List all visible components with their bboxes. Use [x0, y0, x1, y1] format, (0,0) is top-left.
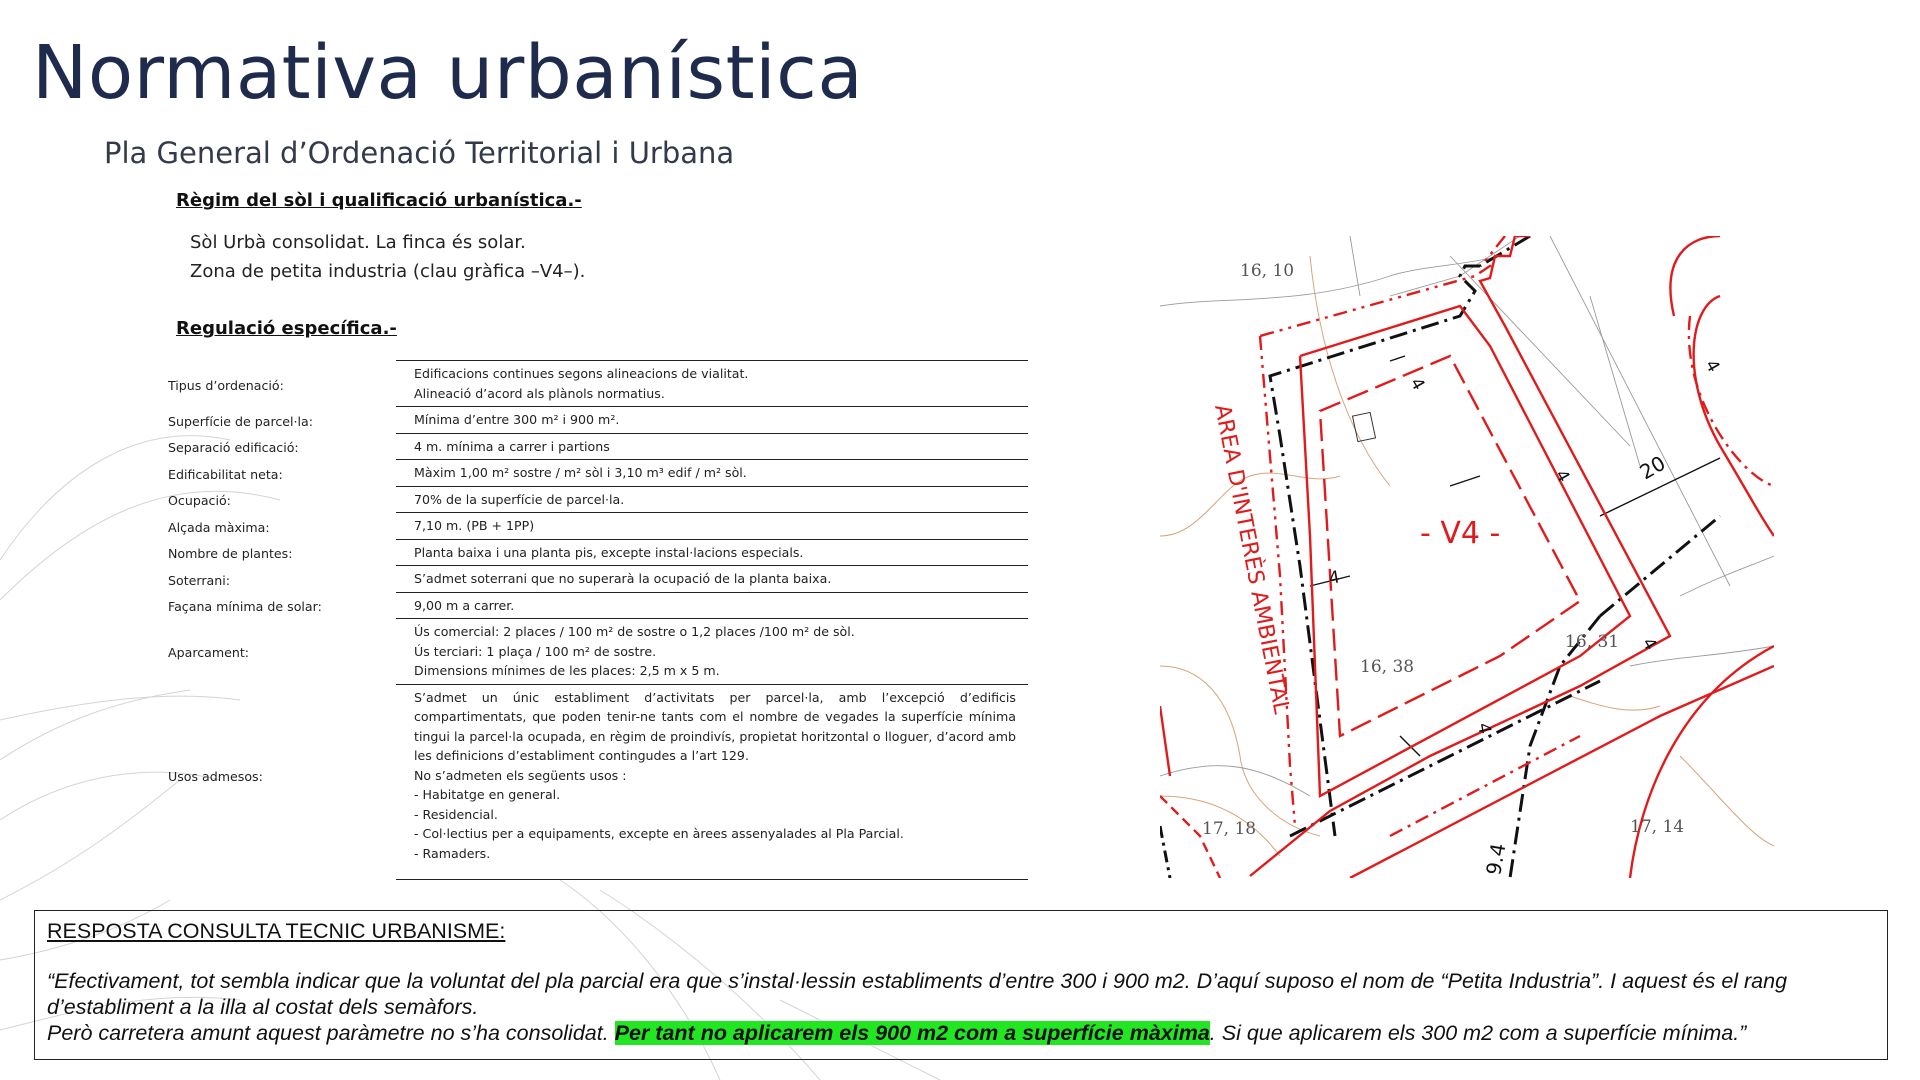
- row-value-line: No s’admeten els següents usos :: [414, 767, 627, 783]
- table-row: [168, 360, 1028, 406]
- boundary-line: [1510, 616, 1600, 878]
- grid-line: [1160, 256, 1500, 306]
- building-marker: [1352, 412, 1375, 441]
- row-label: Usos admesos:: [168, 769, 263, 785]
- elevation-label: 17, 14: [1630, 817, 1685, 837]
- row-label: Tipus d’ordenació:: [168, 377, 284, 393]
- row-value-line: Ús terciari: 1 plaça / 100 m² de sostre.: [414, 643, 657, 659]
- alignment-line: [1300, 306, 1630, 796]
- measure-line: [1390, 356, 1405, 361]
- alignment-line: [1350, 666, 1774, 878]
- elevation-label: 17, 18: [1202, 819, 1257, 839]
- distance-label: 4: [1637, 634, 1661, 654]
- row-value-line: Màxim 1,00 m² sostre / m² sòl i 3,10 m³ edif / m² sòl.: [414, 465, 747, 480]
- row-value-line: Dimensions mínimes de les places: 2,5 m x 5 m.: [414, 663, 720, 678]
- table-row: [168, 539, 1028, 566]
- boundary-line: [1270, 266, 1480, 836]
- row-value-line: 70% de la superfície de parcel·la.: [414, 491, 625, 507]
- row-label: Edificabilitat neta:: [168, 466, 283, 482]
- row-value-line: Alineació d’acord als plànols normatius.: [414, 385, 665, 401]
- table-row: [168, 618, 1028, 684]
- zoning-map: [1160, 236, 1774, 878]
- grid-line: [1680, 556, 1774, 596]
- response-heading: RESPOSTA CONSULTA TECNIC URBANISME:: [47, 919, 506, 943]
- table-row: [168, 459, 1028, 486]
- response-box: [34, 910, 1888, 1060]
- row-value-line: - Habitatge en general.: [414, 787, 561, 802]
- distance-label: 20: [1635, 450, 1670, 485]
- regulation-table: [168, 360, 1028, 866]
- distance-label: 4: [1473, 721, 1495, 736]
- table-row: [168, 406, 1028, 433]
- grid-line: [1450, 256, 1630, 446]
- table-bottom-rule: [396, 879, 1028, 880]
- boundary-line: [1160, 826, 1170, 878]
- row-value-line: Edificacions continues segons alineacions de vialitat.: [414, 366, 749, 381]
- alignment-line: [1670, 236, 1720, 316]
- row-value-line: 7,10 m. (PB + 1PP): [414, 518, 535, 533]
- measure-line: [1450, 476, 1480, 486]
- row-value-line: - Residencial.: [414, 806, 498, 822]
- slide-title: Normativa urbanística: [32, 30, 864, 116]
- regim-text: [190, 228, 585, 286]
- row-value: [396, 512, 1028, 539]
- zoning-map-svg: [1160, 236, 1774, 878]
- boundary-line: [1480, 236, 1530, 266]
- elevation-label: 16, 10: [1240, 261, 1295, 281]
- row-value-line: 4 m. mínima a carrer i partions: [414, 438, 610, 454]
- row-value: [396, 486, 1028, 513]
- response-paragraph: “Efectivament, tot sembla indicar que la voluntat del pla parcial era que s’instal·lessin establiments d’entre 300 i 900 m2. D’aquí suposo el nom de “Petita Industria”. I aquest és el rang d’establiment a la illa al costat dels semàfors.: [47, 969, 1788, 1019]
- regim-line: Sòl Urbà consolidat. La finca és solar.: [190, 232, 526, 253]
- alignment-line: [1630, 646, 1774, 878]
- row-label: Nombre de plantes:: [168, 546, 293, 562]
- row-value-line: Planta baixa i una planta pis, excepte instal·lacions especials.: [414, 544, 804, 560]
- row-label: Aparcament:: [168, 645, 250, 661]
- row-value-line: Mínima d’entre 300 m² i 900 m².: [414, 412, 620, 427]
- measure-line: [1400, 736, 1420, 756]
- highlighted-text: Per tant no aplicarem els 900 m2 com a superfície màxima: [614, 1021, 1210, 1045]
- table-row: [168, 565, 1028, 592]
- row-value: [396, 406, 1028, 433]
- response-text: . Si que aplicarem els 300 m2 com a superfície mínima.”: [1209, 1021, 1747, 1045]
- table-row: [168, 486, 1028, 513]
- row-value: [396, 684, 1028, 867]
- distance-label: 4: [1327, 567, 1342, 589]
- row-value: [396, 360, 1028, 406]
- grid-line: [1160, 766, 1310, 796]
- row-label: Alçada màxima:: [168, 519, 270, 535]
- regim-line: Zona de petita industria (clau gràfica –V4–).: [190, 261, 586, 282]
- response-text: Però carretera amunt aquest paràmetre no s’ha consolidat.: [47, 1021, 615, 1045]
- zone-label: - V4 -: [1420, 516, 1501, 551]
- response-paragraph: [47, 1020, 1875, 1046]
- row-value: [396, 618, 1028, 684]
- row-value: [396, 433, 1028, 460]
- row-value-line: Ús comercial: 2 places / 100 m² de sostre o 1,2 places /100 m² de sòl.: [414, 624, 855, 639]
- elevation-label: 16, 31: [1565, 632, 1620, 652]
- boundary-line: [1600, 516, 1720, 616]
- distance-label: 4: [1405, 374, 1429, 394]
- regim-heading: Règim del sòl i qualificació urbanística.-: [176, 190, 582, 211]
- alignment-line: [1160, 706, 1170, 776]
- slide-subtitle: Pla General d’Ordenació Territorial i Urbana: [104, 136, 735, 170]
- table-row: [168, 592, 1028, 619]
- elevation-label: 16, 38: [1360, 657, 1415, 677]
- row-label: Soterrani:: [168, 572, 230, 588]
- grid-line: [1630, 646, 1774, 666]
- contour-line: [1570, 696, 1660, 710]
- alignment-line: [1390, 736, 1580, 836]
- distance-label: 9.4: [1481, 841, 1511, 877]
- response-body: [47, 968, 1875, 1046]
- boundary-line: [1290, 681, 1600, 836]
- row-value-line: - Ramaders.: [414, 845, 491, 861]
- grid-line: [1590, 296, 1640, 466]
- alignment-line: [1250, 236, 1670, 876]
- row-value: [396, 592, 1028, 619]
- row-label: Separació edificació:: [168, 440, 299, 456]
- grid-line: [1390, 236, 1520, 296]
- contour-line: [1680, 756, 1774, 846]
- table-row: [168, 684, 1028, 867]
- table-row: [168, 433, 1028, 460]
- row-value-line: S’admet un únic establiment d’activitats per parcel·la, amb l’excepció d’edificis compartimentats, que poden tenir-ne tants com el nombre de vegades la superfície mínima tingui la parcel·la ocupada, en règim de proindivís, propietat horitzontal o lloguer, d’acord amb les definicions d’establiment contingudes a l’art 129.: [414, 689, 1016, 763]
- distance-label: 4: [1700, 356, 1724, 376]
- contour-line: [1160, 666, 1320, 836]
- regulacio-heading: Regulació específica.-: [176, 318, 397, 339]
- row-value: [396, 565, 1028, 592]
- area-label: AREA D'INTERÈS AMBIENTAL: [1209, 402, 1294, 717]
- row-value: [396, 459, 1028, 486]
- alignment-line: [1694, 296, 1774, 536]
- row-value-line: - Col·lectius per a equipaments, excepte en àrees assenyalades al Pla Parcial.: [414, 826, 904, 841]
- row-label: Superfície de parcel·la:: [168, 413, 313, 429]
- row-value-line: 9,00 m a carrer.: [414, 597, 515, 613]
- row-value: [396, 539, 1028, 566]
- row-label: Ocupació:: [168, 493, 231, 509]
- table-row: [168, 512, 1028, 539]
- distance-label: 4: [1550, 466, 1574, 486]
- row-value-line: S’admet soterrani que no superarà la ocupació de la planta baixa.: [414, 571, 832, 586]
- row-label: Façana mínima de solar:: [168, 599, 322, 615]
